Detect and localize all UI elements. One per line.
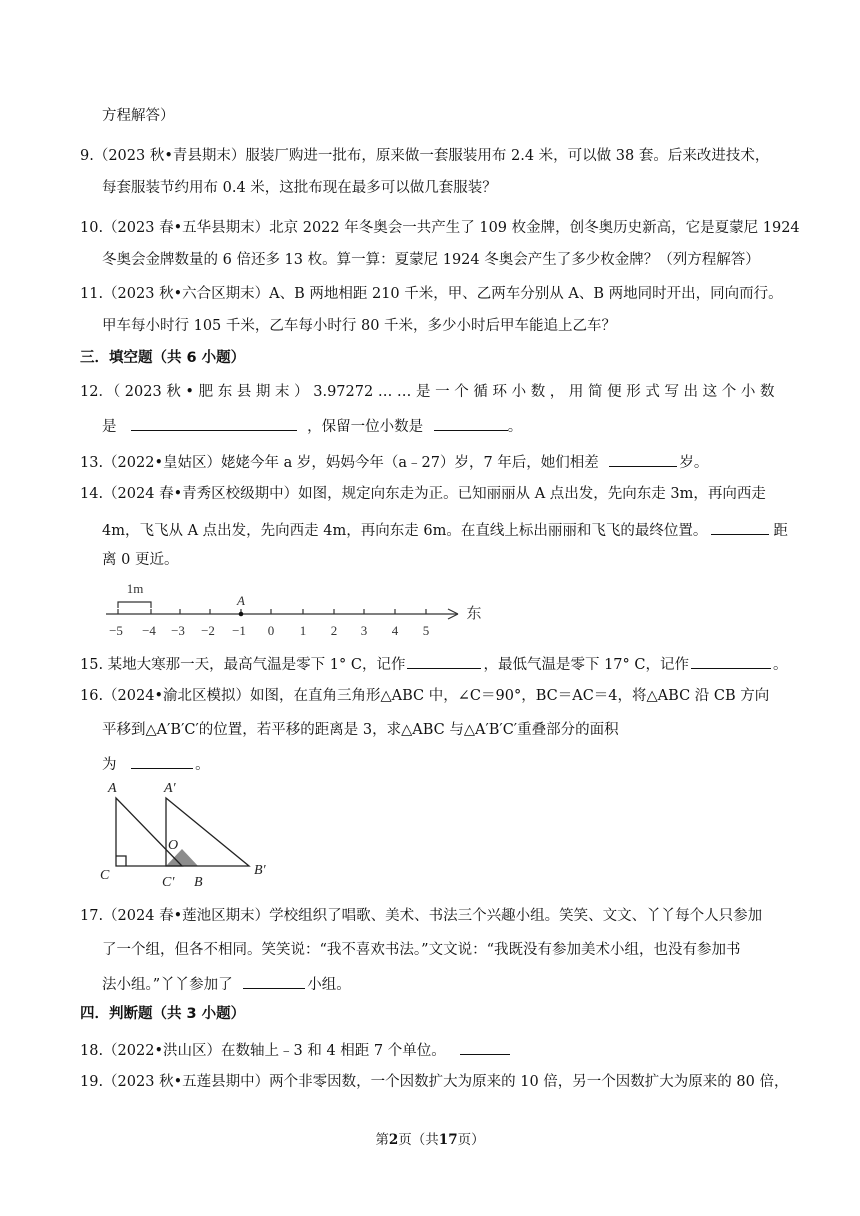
q13-line bbox=[80, 450, 708, 473]
q18-blank[interactable] bbox=[460, 1038, 510, 1055]
q12-text-c: 。 bbox=[507, 419, 523, 435]
tick-label: 4 bbox=[391, 623, 399, 638]
tick-label: 1 bbox=[299, 623, 307, 638]
tick-label: 0 bbox=[267, 623, 275, 638]
q10-line2: 冬奥会金牌数量的 6 倍还多 13 枚。算一算：夏蒙尼 1924 冬奥会产生了多少枚金牌？（列方程解答） bbox=[102, 252, 760, 268]
vertex-a-label: A bbox=[108, 781, 117, 796]
q14-blank[interactable] bbox=[711, 518, 769, 535]
q15-text-b: ，最低气温是零下 17° C，记作 bbox=[483, 657, 689, 673]
footer-total-pages: 17 bbox=[438, 1132, 458, 1148]
q14-line2 bbox=[102, 518, 788, 541]
q16-text-b: 。 bbox=[195, 757, 210, 773]
q14-text-b: 距 bbox=[773, 523, 788, 539]
q18-text: 18.（2022•洪山区）在数轴上﹣3 和 4 相距 7 个单位。 bbox=[80, 1043, 446, 1059]
tick-label: −2 bbox=[201, 623, 215, 638]
q12-text-b: ，保留一位小数是 bbox=[307, 419, 424, 435]
vertex-a-prime-label: A′ bbox=[164, 781, 176, 796]
q12-line2 bbox=[102, 414, 522, 437]
q14-text-a: 4m，飞飞从 A 点出发，先向西走 4m，再向东走 6m。在直线上标出丽丽和飞飞的最终位置。 bbox=[102, 523, 708, 539]
vertex-b-label: B bbox=[194, 875, 203, 890]
tick-label: −5 bbox=[109, 623, 123, 638]
tick-label: −3 bbox=[171, 623, 185, 638]
q15-line bbox=[80, 652, 787, 675]
page-footer bbox=[0, 1128, 860, 1148]
q15-text-a: 15. 某地大寒那一天，最高气温是零下 1° C，记作 bbox=[80, 657, 406, 673]
footer-prefix: 第 bbox=[375, 1132, 389, 1148]
footer-suffix: 页） bbox=[457, 1132, 485, 1148]
vertex-b-prime-label: B′ bbox=[254, 863, 266, 878]
section-judgment-heading: 四．判断题（共 3 小题） bbox=[80, 1006, 246, 1022]
direction-east-label: 东 bbox=[466, 606, 482, 622]
tick-label: 2 bbox=[330, 623, 338, 638]
tick-label: 3 bbox=[360, 623, 368, 638]
footer-page-number: 2 bbox=[388, 1132, 399, 1148]
q16-line1: 16.（2024•渝北区模拟）如图，在直角三角形△ABC 中，∠C＝90°，BC＝AC＝4，将△ABC 沿 CB 方向 bbox=[80, 688, 770, 704]
q11-line2: 甲车每小时行 105 千米，乙车每小时行 80 千米，多少小时后甲车能追上乙车？ bbox=[102, 318, 617, 334]
vertex-c-label: C bbox=[100, 868, 110, 883]
unit-bracket bbox=[118, 602, 151, 608]
tick-label: −1 bbox=[232, 623, 246, 638]
q14-line3: 离 0 更近。 bbox=[102, 552, 179, 568]
q15-blank-1[interactable] bbox=[407, 652, 481, 669]
point-o-label: O bbox=[168, 838, 179, 853]
q12-blank-2[interactable] bbox=[434, 414, 508, 431]
q12-line1: 12．（ 2023 秋 • 肥 东 县 期 末 ） 3.97272 … … 是 一 个 循 环 小 数 ， 用 简 便 形 式 写 出 这 个 小 数 bbox=[80, 384, 775, 400]
q18-line bbox=[80, 1038, 510, 1061]
point-a-label: A bbox=[237, 593, 245, 608]
q17-blank[interactable] bbox=[243, 972, 305, 989]
q17-line1: 17.（2024 春•莲池区期末）学校组织了唱歌、美术、书法三个兴趣小组。笑笑、文文、丫丫每个人只参加 bbox=[80, 908, 763, 924]
q13-text-a: 13.（2022•皇姑区）姥姥今年 a 岁，妈妈今年（a﹣27）岁，7 年后，她们相差 bbox=[80, 455, 599, 471]
q13-blank[interactable] bbox=[609, 450, 677, 467]
point-a-dot bbox=[239, 612, 244, 617]
q17-line3 bbox=[102, 972, 351, 995]
tick-marks bbox=[118, 609, 426, 614]
q14-line1: 14.（2024 春•青秀区校级期中）如图，规定向东走为正。已知丽丽从 A 点出发，先向东走 3m，再向西走 bbox=[80, 486, 766, 502]
q15-blank-2[interactable] bbox=[691, 652, 771, 669]
q8-continuation: 方程解答） bbox=[102, 108, 175, 124]
q17-text-a: 法小组。”丫丫参加了 bbox=[102, 977, 233, 993]
q9-line1: 9.（2023 秋•青县期末）服装厂购进一批布，原来做一套服装用布 2.4 米，可以做 38 套。后来改进技术， bbox=[80, 148, 770, 164]
triangle-figure bbox=[96, 776, 286, 892]
q11-line1: 11.（2023 秋•六合区期末）A、B 两地相距 210 千米，甲、乙两车分别从 A、B 两地同时开出，同向而行。 bbox=[80, 286, 783, 302]
q19-line1: 19.（2023 秋•五莲县期中）两个非零因数，一个因数扩大为原来的 10 倍，另一个因数扩大为原来的 80 倍， bbox=[80, 1074, 789, 1090]
section-fill-in-heading: 三．填空题（共 6 小题） bbox=[80, 350, 246, 366]
q10-line1: 10.（2023 春•五华县期末）北京 2022 年冬奥会一共产生了 109 枚金牌，创冬奥历史新高，它是夏蒙尼 1924 bbox=[80, 220, 800, 236]
q13-text-b: 岁。 bbox=[679, 455, 709, 471]
q16-blank[interactable] bbox=[131, 752, 193, 769]
q17-line2: 了一个组，但各不相同。笑笑说：“我不喜欢书法。”文文说：“我既没有参加美术小组，也没有参加书 bbox=[102, 942, 741, 958]
q16-text-a: 为 bbox=[102, 757, 117, 773]
footer-middle: 页（共 bbox=[398, 1132, 439, 1148]
vertex-c-prime-label: C′ bbox=[162, 875, 175, 890]
q9-line2: 每套服装节约用布 0.4 米，这批布现在最多可以做几套服装？ bbox=[102, 180, 497, 196]
tick-label: −4 bbox=[142, 623, 156, 638]
q12-blank-1[interactable] bbox=[131, 414, 297, 431]
unit-label: 1m bbox=[126, 581, 144, 596]
right-angle-mark bbox=[116, 856, 126, 866]
q17-text-b: 小组。 bbox=[307, 977, 351, 993]
q16-line3 bbox=[102, 752, 210, 775]
q16-line2: 平移到△A′B′C′的位置，若平移的距离是 3，求△ABC 与△A′B′C′重叠部分的面积 bbox=[102, 722, 619, 738]
number-line-figure bbox=[98, 578, 498, 640]
q12-text-a: 是 bbox=[102, 419, 117, 435]
q15-text-c: 。 bbox=[772, 657, 788, 673]
tick-label: 5 bbox=[422, 623, 430, 638]
